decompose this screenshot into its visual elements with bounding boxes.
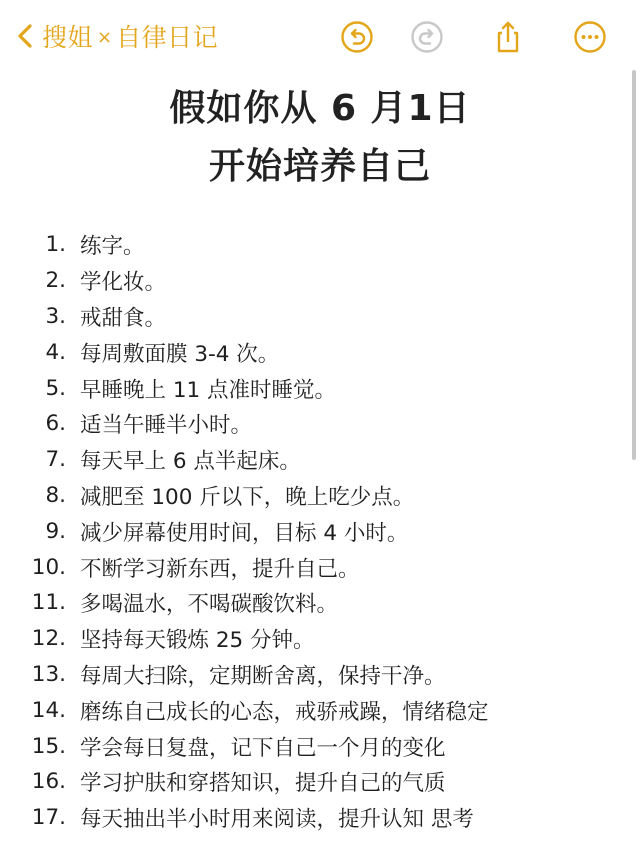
list-item [0, 585, 640, 621]
numbered-list [0, 227, 640, 836]
share-icon [491, 20, 525, 54]
list-item-text: 早睡晚上 11 点准时睡觉。 [80, 377, 337, 403]
list-item [0, 692, 640, 728]
list-item-text: 磨练自己成长的心态，戒骄戒躁，情绪稳定 [80, 699, 489, 725]
list-item-number: 16. [31, 769, 66, 795]
back-label-title: 自律日记 [116, 23, 219, 52]
list-item-number: 10. [31, 554, 66, 580]
redo-icon [410, 20, 444, 54]
list-item [0, 621, 640, 657]
list-item-number: 12. [31, 626, 66, 652]
list-item-number: 11. [31, 590, 66, 616]
list-item-text: 学化妆。 [80, 270, 167, 296]
list-item [0, 299, 640, 335]
list-item [0, 263, 640, 299]
list-item-number: 6. [45, 411, 66, 437]
list-item-number: 14. [31, 697, 66, 723]
list-item-text: 每周大扫除，定期断舍离，保持干净。 [80, 663, 446, 689]
list-item-text: 适当午睡半小时。 [80, 413, 253, 439]
note-title-line-1: 假如你从 6 月1日 [169, 88, 471, 129]
scrollbar[interactable] [632, 70, 636, 460]
list-item-text: 不断学习新东西，提升自己。 [80, 556, 360, 582]
list-item-number: 2. [45, 268, 66, 294]
list-item-text: 学会每日复盘，记下自己一个月的变化 [80, 735, 446, 761]
back-button[interactable] [14, 18, 218, 54]
list-item-text: 减肥至 100 斤以下，晚上吃少点。 [80, 484, 415, 510]
list-item [0, 728, 640, 764]
navigation-bar [0, 0, 640, 72]
list-item-number: 7. [45, 447, 66, 473]
list-item-number: 9. [45, 518, 66, 544]
list-item [0, 478, 640, 514]
undo-icon [340, 20, 374, 54]
list-item-text: 每天抽出半小时用来阅读，提升认知 思考 [80, 807, 474, 833]
more-button[interactable] [573, 20, 607, 54]
list-item [0, 657, 640, 693]
list-item-text: 坚持每天锻炼 25 分钟。 [80, 628, 315, 654]
chevron-left-icon [14, 21, 36, 51]
list-item [0, 800, 640, 836]
list-item [0, 227, 640, 263]
list-item [0, 513, 640, 549]
list-item-number: 5. [45, 375, 66, 401]
list-item-number: 3. [45, 303, 66, 329]
list-item [0, 406, 640, 442]
back-label-separator: × [97, 26, 113, 48]
list-item-text: 每天早上 6 点半起床。 [80, 449, 301, 475]
back-label-folder: 搜姐 [42, 23, 94, 52]
redo-button[interactable] [410, 20, 444, 54]
list-item-text: 减少屏幕使用时间，目标 4 小时。 [80, 520, 409, 546]
list-item [0, 370, 640, 406]
list-item-text: 练字。 [80, 234, 145, 260]
note-title-line-2: 开始培养自己 [208, 146, 431, 187]
undo-button[interactable] [340, 20, 374, 54]
list-item-number: 1. [45, 232, 66, 258]
list-item [0, 549, 640, 585]
list-item-text: 戒甜食。 [80, 305, 167, 331]
share-button[interactable] [491, 20, 525, 54]
list-item-number: 17. [31, 805, 66, 831]
list-item-number: 4. [45, 339, 66, 365]
list-item-text: 多喝温水，不喝碳酸饮料。 [80, 592, 339, 618]
more-icon [573, 20, 607, 54]
list-item-number: 13. [31, 661, 66, 687]
list-item-text: 每周敷面膜 3-4 次。 [80, 341, 280, 367]
list-item-number: 15. [31, 733, 66, 759]
list-item [0, 442, 640, 478]
list-item [0, 334, 640, 370]
list-item [0, 764, 640, 800]
list-item-number: 8. [45, 482, 66, 508]
list-item-text: 学习护肤和穿搭知识，提升自己的气质 [80, 771, 446, 797]
